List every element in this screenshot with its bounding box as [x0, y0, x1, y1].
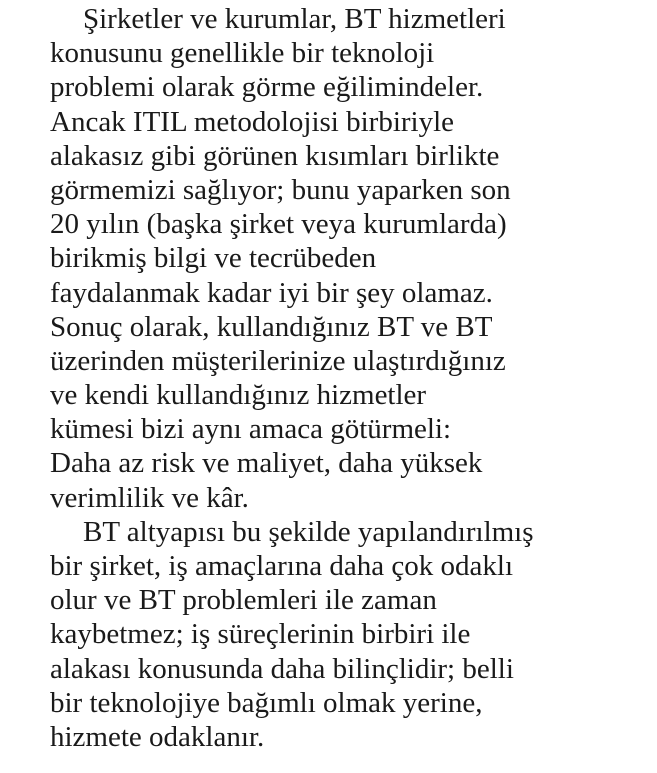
text-line: alakasız gibi görünen kısımları birlikte — [50, 139, 500, 172]
text-line: problemi olarak görme eğilimindeler. — [50, 71, 484, 104]
text-line: birikmiş bilgi ve tecrübeden — [50, 242, 377, 275]
text-line: Daha az risk ve maliyet, daha yüksek — [50, 447, 483, 480]
text-line: alakası konusunda daha bilinçlidir; belli — [50, 652, 514, 685]
text-line: Şirketler ve kurumlar, BT hizmetleri — [83, 3, 506, 35]
text-line: kaybetmez; iş süreçlerinin birbiri ile — [50, 618, 471, 651]
text-line: 20 yılın (başka şirket veya kurumlarda) — [50, 208, 507, 241]
text-line: kümesi bizi aynı amaca götürmeli: — [50, 413, 452, 446]
text-line: BT altyapısı bu şekilde yapılandırılmış — [83, 515, 534, 548]
text-line: bir şirket, iş amaçlarına daha çok odaklı — [50, 550, 514, 582]
text-line: verimlilik ve kâr. — [50, 481, 249, 514]
text-line: bir teknolojiye bağımlı olmak yerine, — [50, 686, 483, 719]
text-line: konusunu genellikle bir teknoloji — [50, 37, 435, 70]
text-line: Sonuç olarak, kullandığınız BT ve BT — [50, 310, 493, 343]
text-line: faydalanmak kadar iyi bir şey olamaz. — [50, 276, 493, 309]
text-line: ve kendi kullandığınız hizmetler — [50, 379, 427, 412]
text-line: görmemizi sağlıyor; bunu yaparken son — [50, 173, 511, 206]
text-line: Ancak ITIL metodolojisi birbiriyle — [50, 105, 455, 138]
text-line: üzerinden müşterilerinize ulaştırdığınız — [50, 344, 506, 377]
paragraph-1 — [50, 2, 657, 515]
text-line: hizmete odaklanır. — [50, 720, 265, 753]
paragraph-2 — [50, 515, 657, 754]
text-line: olur ve BT problemleri ile zaman — [50, 584, 437, 617]
